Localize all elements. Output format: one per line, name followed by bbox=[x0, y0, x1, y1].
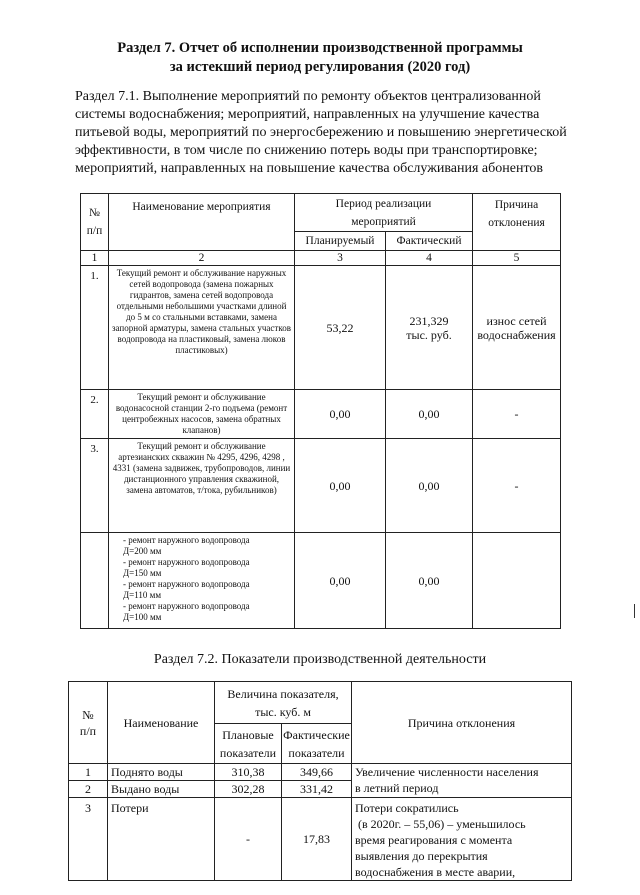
column-number-row bbox=[81, 251, 561, 266]
row-planned: - bbox=[215, 798, 282, 881]
table-row bbox=[81, 390, 561, 439]
document-title-line1: Раздел 7. Отчет об исполнении производственной программы bbox=[117, 40, 523, 56]
header-value: Величина показателя, тыс. куб. м bbox=[215, 682, 352, 724]
section-71-line: системы водоснабжения; мероприятий, направленных на улучшение качества bbox=[75, 107, 540, 122]
row-planned: 0,00 bbox=[295, 533, 386, 629]
document-title-line2: за истекший период регулирования (2020 год) bbox=[169, 59, 471, 75]
header-reason: Причина отклонения bbox=[352, 682, 572, 764]
row-planned: 302,28 bbox=[215, 781, 282, 798]
header-num: № п/п bbox=[81, 194, 109, 251]
header-actual: Фактические показатели bbox=[282, 724, 352, 764]
header-planned: Планируемый bbox=[295, 232, 386, 251]
row-actual: 0,00 bbox=[386, 533, 473, 629]
row-reason: Потери сократились (в 2020г. – 55,06) – уменьшилось время реагирования с момента выявления до перекрытия водоснабжения в месте аварии, bbox=[352, 798, 572, 881]
section-71-line: Раздел 7.1. Выполнение мероприятий по ремонту объектов централизованной bbox=[75, 89, 541, 104]
header-planned: Плановые показатели bbox=[215, 724, 282, 764]
table-row bbox=[81, 266, 561, 390]
header-reason: Причина отклонения bbox=[473, 194, 561, 251]
row-name: Текущий ремонт и обслуживание артезианских скважин № 4295, 4296, 4298 , 4331 (замена задвижек, трубопроводов, линии дистанционного управления скважиной, замена автоматов, т/тока, рубильников) bbox=[109, 439, 295, 533]
margin-mark bbox=[634, 604, 635, 618]
row-name: Текущий ремонт и обслуживание наружных сетей водопровода (замена пожарных гидрантов, замена сетей водопровода отдельными небольшими участками длиной до 5 м со стальными вставками, замена запорной арматуры, замена стальных участков водопровода на пластиковый, замена люков пластиковых) bbox=[109, 266, 295, 390]
row-reason: - bbox=[473, 390, 561, 439]
measures-table bbox=[80, 193, 561, 629]
header-num: № п/п bbox=[69, 682, 108, 764]
row-reason: - bbox=[473, 439, 561, 533]
row-actual: 331,42 bbox=[282, 781, 352, 798]
row-num: 2. bbox=[81, 390, 109, 439]
row-actual: 0,00 bbox=[386, 439, 473, 533]
row-num: 3 bbox=[69, 798, 108, 881]
header-name: Наименование bbox=[108, 682, 215, 764]
table-row bbox=[69, 798, 572, 881]
header-name: Наименование мероприятия bbox=[109, 194, 295, 251]
table-row bbox=[81, 533, 561, 629]
row-name: Поднято воды bbox=[108, 764, 215, 781]
row-num: 1 bbox=[69, 764, 108, 781]
table-row bbox=[69, 764, 572, 781]
row-name: Выдано воды bbox=[108, 781, 215, 798]
section-71-line: питьевой воды, мероприятий по энергосбережению и повышению энергетической bbox=[75, 125, 567, 140]
row-planned: 310,38 bbox=[215, 764, 282, 781]
table-header-row bbox=[81, 194, 561, 232]
row-name: Потери bbox=[108, 798, 215, 881]
section-72-heading: Раздел 7.2. Показатели производственной деятельности bbox=[153, 652, 487, 667]
table-row bbox=[81, 439, 561, 533]
table-header-row bbox=[69, 682, 572, 724]
header-actual: Фактический bbox=[386, 232, 473, 251]
row-num: 3. bbox=[81, 439, 109, 533]
col-num-4: 4 bbox=[386, 251, 473, 266]
col-num-5: 5 bbox=[473, 251, 561, 266]
row-reason: износ сетей водоснабжения bbox=[473, 266, 561, 390]
row-num: 1. bbox=[81, 266, 109, 390]
indicators-table bbox=[68, 681, 572, 881]
col-num-1: 1 bbox=[81, 251, 109, 266]
header-period: Период реализации мероприятий bbox=[295, 194, 473, 232]
row-reason bbox=[473, 533, 561, 629]
row-reason: Увеличение численности населения в летний период bbox=[352, 764, 572, 798]
row-actual: 0,00 bbox=[386, 390, 473, 439]
row-planned: 0,00 bbox=[295, 390, 386, 439]
row-name: Текущий ремонт и обслуживание водонасосной станции 2-го подъема (ремонт центробежных насосов, замена обратных клапанов) bbox=[109, 390, 295, 439]
row-name: - ремонт наружного водопровода Д=200 мм - ремонт наружного водопровода Д=150 мм - ремонт наружного водопровода Д=110 мм - ремонт наружного водопровода Д=100 мм bbox=[109, 533, 295, 629]
row-actual: 349,66 bbox=[282, 764, 352, 781]
col-num-3: 3 bbox=[295, 251, 386, 266]
row-planned: 53,22 bbox=[295, 266, 386, 390]
col-num-2: 2 bbox=[109, 251, 295, 266]
row-num bbox=[81, 533, 109, 629]
section-71-line: мероприятий, направленных на повышение качества обслуживания абонентов bbox=[75, 161, 544, 176]
row-actual: 231,329 тыс. руб. bbox=[386, 266, 473, 390]
row-planned: 0,00 bbox=[295, 439, 386, 533]
row-actual: 17,83 bbox=[282, 798, 352, 881]
section-71-line: эффективности, в том числе по снижению потерь воды при транспортировке; bbox=[75, 143, 538, 158]
section-71-heading bbox=[75, 88, 615, 178]
row-num: 2 bbox=[69, 781, 108, 798]
